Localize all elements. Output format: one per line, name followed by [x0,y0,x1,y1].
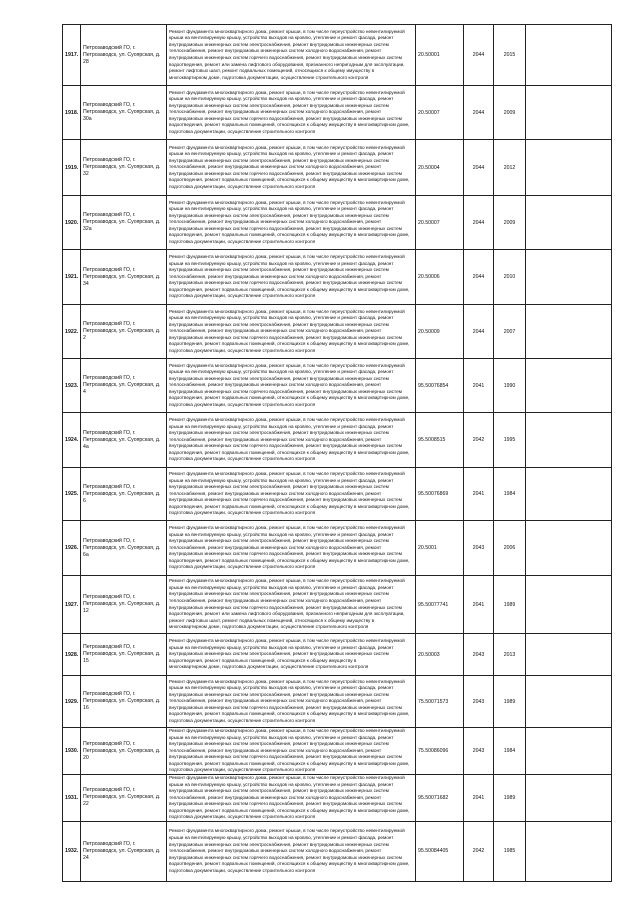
table-row [63,728,612,775]
repair-works-line: подготовка документации, осуществление строительного контроля [169,767,316,773]
row-number: 1930. [63,728,81,775]
build-year: 1995 [494,413,526,468]
repair-works-line: Ремонт фундамента многоквартирного дома, ремонт крыши, в том числе переустройство невентилируемой [169,28,405,34]
repair-works-line: Ремонт фундамента многоквартирного дома, ремонт крыши, в том числе переустройство невентилируемой [169,728,405,734]
repair-works-line: водоотведения, ремонт или замена лифтового оборудования, признанного непригодным для эксплуатации, [169,611,405,617]
repair-works-line: ремонт лифтовых шахт, ремонт подвальных помещений, относящихся к общему имуществу в [169,68,375,74]
repair-works-line: крыши на вентилируемую крышу, устройство выходов на кровлю, утепление и ремонт фасада, ремонт [169,369,394,375]
repair-works-line: внутридомовых инженерных систем горячего водоснабжения, ремонт внутридомовых инженерных систем [169,604,402,610]
repair-works-list [167,728,416,775]
house-id: 75.50086096 [416,728,464,775]
house-id: 95.50084405 [416,821,464,881]
planned-year: 2044 [464,196,494,250]
repair-works-line: многоквартирном доме, подготовка документации, осуществление строительного контроля [169,664,369,670]
repair-works-line: водоотведения, ремонт подвальных помещений, относящихся к общему имуществу в многоквартирном доме, [169,760,410,766]
repair-works-line: внутридомовых инженерных систем горячего водоснабжения, ремонт внутридомовых инженерных систем [169,801,402,807]
repair-works-line: внутридомовых инженерных систем горячего водоснабжения, ремонт внутридомовых инженерных систем [169,388,402,394]
repair-works-line: внутридомовых инженерных систем электроснабжения, ремонт внутридомовых инженерных систем [169,321,389,327]
repair-works-line: многоквартирном доме, подготовка документации, осуществление строительного контроля [169,624,369,630]
repair-works-line: внутридомовых инженерных систем горячего водоснабжения, ремонт внутридомовых инженерных систем [169,551,402,557]
house-id: 95.50071682 [416,775,464,822]
repair-works-line: крыши на вентилируемую крышу, устройство выходов на кровлю, утепление и ремонт фасада, ремонт [169,644,394,650]
repair-works-list [167,305,416,359]
repair-works-line: внутридомовых инженерных систем электроснабжения, ремонт внутридомовых инженерных систем [169,788,389,794]
empty-cell [526,305,612,359]
repair-works-line: Ремонт фундамента многоквартирного дома, ремонт крыши, в том числе переустройство невентилируемой [169,828,405,834]
repair-works-line: Ремонт фундамента многоквартирного дома, ремонт крыши, в том числе переустройство невентилируемой [169,638,405,644]
empty-cell [526,576,612,634]
table-row [63,140,612,196]
document-page [62,24,611,882]
repair-works-line: крыши на вентилируемую крышу, устройство выходов на кровлю, утепление и ремонт фасада, ремонт [169,734,394,740]
repair-works-line: крыши на вентилируемую крышу, устройство выходов на кровлю, утепление и ремонт фасада, ремонт [169,477,394,483]
planned-year: 2042 [464,821,494,881]
planned-year: 2044 [464,25,494,86]
repair-works-list [167,196,416,250]
repair-works-line: Ремонт фундамента многоквартирного дома, ремонт крыши, в том числе переустройство невентилируемой [169,254,405,260]
empty-cell [526,728,612,775]
repair-works-line: внутридомовых инженерных систем электроснабжения, ремонт внутридомовых инженерных систем [169,102,389,108]
repair-works-line: многоквартирном доме, подготовка документации, осуществление строительного контроля [169,74,369,80]
house-id: 20.50009 [416,305,464,359]
house-address: Петрозаводский ГО, г. Петрозаводск, ул. Суоярская, д. 2 [81,305,167,359]
repair-works-line: крыши на вентилируемую крышу, устройство выходов на кровлю, утепление и ремонт фасада, ремонт [169,423,394,429]
planned-year: 2043 [464,521,494,576]
repair-works-list [167,775,416,822]
repair-works-list [167,25,416,86]
row-number: 1919. [63,140,81,196]
repair-works-line: теплоснабжения, ремонт внутридомовых инженерных систем холодного водоснабжения, ремонт [169,490,382,496]
row-number: 1920. [63,196,81,250]
repair-works-line: внутридомовых инженерных систем электроснабжения, ремонт внутридомовых инженерных систем [169,267,389,273]
repair-works-line: крыши на вентилируемую крышу, устройство выходов на кровлю, утепление и ремонт фасада, ремонт [169,96,394,102]
house-id: 20.50004 [416,140,464,196]
table-row [63,359,612,413]
empty-cell [526,521,612,576]
repair-works-line: водоотведения, ремонт подвальных помещений, относящихся к общему имуществу в многоквартирном доме, [169,286,410,292]
build-year: 2009 [494,196,526,250]
repair-works-line: подготовка документации, осуществление строительного контроля [169,564,316,570]
table-body [63,25,612,882]
repair-works-line: внутридомовых инженерных систем горячего водоснабжения, ремонт внутридомовых инженерных систем [169,443,402,449]
table-row [63,468,612,521]
house-address: Петрозаводский ГО, г. Петрозаводск, ул. Суоярская, д. 6 [81,468,167,521]
empty-cell [526,676,612,728]
repair-works-line: внутридомовых инженерных систем электроснабжения, ремонт внутридомовых инженерных систем [169,538,389,544]
repair-works-line: Ремонт фундамента многоквартирного дома, ремонт крыши, в том числе переустройство невентилируемой [169,89,405,95]
empty-cell [526,413,612,468]
planned-year: 2043 [464,634,494,676]
repair-works-line: водоотведения, ремонт подвальных помещений, относящихся к общему имуществу в многоквартирном доме, [169,232,410,238]
repair-works-line: Ремонт фундамента многоквартирного дома, ремонт крыши, в том числе переустройство невентилируемой [169,308,405,314]
repair-works-line: крыши на вентилируемую крышу, устройство выходов на кровлю, утепление и ремонт фасада, ремонт [169,151,394,157]
house-address: Петрозаводский ГО, г. Петрозаводск, ул. Суоярская, д. 16 [81,676,167,728]
row-number: 1918. [63,86,81,140]
build-year: 2007 [494,305,526,359]
table-row [63,25,612,86]
repair-works-list [167,821,416,881]
repair-works-line: Ремонт фундамента многоквартирного дома, ремонт крыши, в том числе переустройство невентилируемой [169,578,405,584]
planned-year: 2043 [464,728,494,775]
repair-works-line: внутридомовых инженерных систем электроснабжения, ремонт внутридомовых инженерных систем [169,651,389,657]
repair-works-line: Ремонт фундамента многоквартирного дома, ремонт крыши, в том числе переустройство невентилируемой [169,471,405,477]
build-year: 1984 [494,468,526,521]
repair-works-line: водоотведения, ремонт подвальных помещений, относящихся к общему имуществу в [169,657,357,663]
repair-works-list [167,359,416,413]
repair-works-line: теплоснабжения, ремонт внутридомовых инженерных систем холодного водоснабжения, ремонт [169,436,382,442]
repair-works-line: внутридомовых инженерных систем электроснабжения, ремонт внутридомовых инженерных систем [169,591,389,597]
repair-works-line: теплоснабжения, ремонт внутридомовых инженерных систем холодного водоснабжения, ремонт [169,597,382,603]
house-address: Петрозаводский ГО, г. Петрозаводск, ул. Суоярская, д. 22 [81,775,167,822]
repair-works-line: теплоснабжения, ремонт внутридомовых инженерных систем холодного водоснабжения, ремонт [169,698,382,704]
repair-works-line: крыши на вентилируемую крышу, устройство выходов на кровлю, утепление и ремонт фасада, ремонт [169,685,394,691]
repair-works-line: внутридомовых инженерных систем горячего водоснабжения, ремонт внутридомовых инженерных систем [169,854,402,860]
repair-works-line: подготовка документации, осуществление строительного контроля [169,183,316,189]
row-number: 1932. [63,821,81,881]
repair-works-list [167,468,416,521]
house-address: Петрозаводский ГО, г. Петрозаводск, ул. Суоярская, д. 15 [81,634,167,676]
repair-works-line: водоотведения, ремонт подвальных помещений, относящихся к общему имуществу в многоквартирном доме, [169,177,410,183]
repair-works-list [167,676,416,728]
repair-works-line: внутридомовых инженерных систем электроснабжения, ремонт внутридомовых инженерных систем [169,841,389,847]
build-year: 2009 [494,86,526,140]
planned-year: 2041 [464,775,494,822]
row-number: 1926. [63,521,81,576]
repair-works-line: внутридомовых инженерных систем электроснабжения, ремонт внутридомовых инженерных систем [169,41,389,47]
empty-cell [526,196,612,250]
row-number: 1923. [63,359,81,413]
house-id: 95.50077741 [416,576,464,634]
repair-works-line: теплоснабжения, ремонт внутридомовых инженерных систем холодного водоснабжения, ремонт [169,848,382,854]
planned-year: 2044 [464,140,494,196]
repair-works-line: внутридомовых инженерных систем электроснабжения, ремонт внутридомовых инженерных систем [169,375,389,381]
build-year: 2010 [494,250,526,305]
repair-works-line: теплоснабжения, ремонт внутридомовых инженерных систем холодного водоснабжения, ремонт [169,273,382,279]
repair-works-line: Ремонт фундамента многоквартирного дома, ремонт крыши, в том числе переустройство невентилируемой [169,525,405,531]
repair-works-line: водоотведения, ремонт подвальных помещений, относящихся к общему имуществу в многоквартирном доме, [169,341,410,347]
planned-year: 2041 [464,468,494,521]
empty-cell [526,359,612,413]
repair-works-line: теплоснабжения, ремонт внутридомовых инженерных систем холодного водоснабжения, ремонт [169,328,382,334]
repair-works-list [167,576,416,634]
repair-works-line: теплоснабжения, ремонт внутридомовых инженерных систем холодного водоснабжения, ремонт [169,794,382,800]
repair-works-line: внутридомовых инженерных систем электроснабжения, ремонт внутридомовых инженерных систем [169,691,389,697]
build-year: 1989 [494,576,526,634]
empty-cell [526,775,612,822]
repair-works-line: Ремонт фундамента многоквартирного дома, ремонт крыши, в том числе переустройство невентилируемой [169,362,405,368]
repair-works-line: водоотведения, ремонт подвальных помещений, относящихся к общему имуществу в многоквартирном доме, [169,122,410,128]
repair-works-line: подготовка документации, осуществление строительного контроля [169,867,316,873]
repair-works-list [167,86,416,140]
empty-cell [526,86,612,140]
repair-works-line: подготовка документации, осуществление строительного контроля [169,238,316,244]
build-year: 1985 [494,821,526,881]
house-address: Петрозаводский ГО, г. Петрозаводск, ул. Суоярская, д. 28 [81,25,167,86]
repair-works-line: подготовка документации, осуществление строительного контроля [169,128,316,134]
house-id: 20.50007 [416,86,464,140]
house-id: 20.5001 [416,521,464,576]
house-address: Петрозаводский ГО, г. Петрозаводск, ул. Суоярская, д. 32а [81,196,167,250]
repair-works-line: водоотведения, ремонт подвальных помещений, относящихся к общему имуществу в многоквартирном доме, [169,557,410,563]
empty-cell [526,25,612,86]
empty-cell [526,250,612,305]
repair-works-line: крыши на вентилируемую крышу, устройство выходов на кровлю, утепление и ремонт фасада, ремонт [169,834,394,840]
repair-works-line: подготовка документации, осуществление строительного контроля [169,717,316,723]
repair-works-line: теплоснабжения, ремонт внутридомовых инженерных систем холодного водоснабжения, ремонт [169,219,382,225]
house-address: Петрозаводский ГО, г. Петрозаводск, ул. Суоярская, д. 4а [81,413,167,468]
repair-works-line: внутридомовых инженерных систем горячего водоснабжения, ремонт внутридомовых инженерных систем [169,55,402,60]
repair-works-line: теплоснабжения, ремонт внутридомовых инженерных систем холодного водоснабжения, ремонт [169,109,382,115]
repair-works-line: водоотведения, ремонт подвальных помещений, относящихся к общему имуществу в многоквартирном доме, [169,807,410,813]
build-year: 1989 [494,676,526,728]
repair-works-line: внутридомовых инженерных систем электроснабжения, ремонт внутридомовых инженерных систем [169,157,389,163]
repair-works-line: подготовка документации, осуществление строительного контроля [169,510,316,516]
table-row [63,521,612,576]
house-address: Петрозаводский ГО, г. Петрозаводск, ул. Суоярская, д. 32 [81,140,167,196]
build-year: 1989 [494,775,526,822]
repair-works-line: водоотведения, ремонт подвальных помещений, относящихся к общему имуществу в многоквартирном доме, [169,449,410,455]
table-row [63,86,612,140]
planned-year: 2044 [464,86,494,140]
table-row [63,196,612,250]
house-address: Петрозаводский ГО, г. Петрозаводск, ул. Суоярская, д. 24 [81,821,167,881]
table-row [63,775,612,822]
house-address: Петрозаводский ГО, г. Петрозаводск, ул. Суоярская, д. 6а [81,521,167,576]
repair-works-line: внутридомовых инженерных систем горячего водоснабжения, ремонт внутридомовых инженерных систем [169,334,402,340]
capital-repair-table [62,24,612,882]
planned-year: 2042 [464,413,494,468]
row-number: 1931. [63,775,81,822]
row-number: 1917. [63,25,81,86]
repair-works-line: внутридомовых инженерных систем электроснабжения, ремонт внутридомовых инженерных систем [169,484,389,490]
house-id: 20.50003 [416,634,464,676]
repair-works-line: внутридомовых инженерных систем горячего водоснабжения, ремонт внутридомовых инженерных систем [169,754,402,760]
repair-works-line: внутридомовых инженерных систем горячего водоснабжения, ремонт внутридомовых инженерных систем [169,225,402,231]
build-year: 2015 [494,25,526,86]
repair-works-line: крыши на вентилируемую крышу, устройство выходов на кровлю, утепление и ремонт фасада, ремонт [169,260,394,266]
repair-works-line: подготовка документации, осуществление строительного контроля [169,814,316,820]
planned-year: 2041 [464,576,494,634]
row-number: 1922. [63,305,81,359]
repair-works-line: подготовка документации, осуществление строительного контроля [169,456,316,462]
repair-works-line: крыши на вентилируемую крышу, устройство выходов на кровлю, утепление и ремонт фасада, ремонт [169,35,394,41]
row-number: 1924. [63,413,81,468]
empty-cell [526,140,612,196]
repair-works-line: теплоснабжения, ремонт внутридомовых инженерных систем холодного водоснабжения, ремонт [169,544,382,550]
repair-works-line: крыши на вентилируемую крышу, устройство выходов на кровлю, утепление и ремонт фасада, ремонт [169,531,394,537]
repair-works-line: Ремонт фундамента многоквартирного дома, ремонт крыши, в том числе переустройство невентилируемой [169,144,405,150]
planned-year: 2041 [464,359,494,413]
house-id: 20.50006 [416,250,464,305]
row-number: 1925. [63,468,81,521]
repair-works-line: теплоснабжения, ремонт внутридомовых инженерных систем холодного водоснабжения, ремонт [169,382,382,388]
empty-cell [526,634,612,676]
repair-works-line: водоотведения, ремонт подвальных помещений, относящихся к общему имуществу в многоквартирном доме, [169,711,410,717]
repair-works-line: Ремонт фундамента многоквартирного дома, ремонт крыши, в том числе переустройство невентилируемой [169,417,405,423]
house-id: 95.50076854 [416,359,464,413]
repair-works-line: водоотведения, ремонт подвальных помещений, относящихся к общему имуществу в многоквартирном доме, [169,861,410,867]
repair-works-line: внутридомовых инженерных систем электроснабжения, ремонт внутридомовых инженерных систем [169,212,389,218]
repair-works-line: внутридомовых инженерных систем горячего водоснабжения, ремонт внутридомовых инженерных систем [169,497,402,503]
house-address: Петрозаводский ГО, г. Петрозаводск, ул. Суоярская, д. 34 [81,250,167,305]
build-year: 2013 [494,634,526,676]
planned-year: 2043 [464,676,494,728]
repair-works-line: теплоснабжения, ремонт внутридомовых инженерных систем холодного водоснабжения, ремонт [169,164,382,170]
table-row [63,250,612,305]
build-year: 1990 [494,359,526,413]
row-number: 1929. [63,676,81,728]
planned-year: 2044 [464,250,494,305]
repair-works-list [167,413,416,468]
house-id: 95.5008515 [416,413,464,468]
house-address: Петрозаводский ГО, г. Петрозаводск, ул. Суоярская, д. 4 [81,359,167,413]
repair-works-line: подготовка документации, осуществление строительного контроля [169,401,316,407]
repair-works-line: крыши на вентилируемую крышу, устройство выходов на кровлю, утепление и ремонт фасада, ремонт [169,781,394,787]
repair-works-line: подготовка документации, осуществление строительного контроля [169,347,316,353]
house-id: 75.50071573 [416,676,464,728]
repair-works-line: внутридомовых инженерных систем электроснабжения, ремонт внутридомовых инженерных систем [169,741,389,747]
repair-works-line: Ремонт фундамента многоквартирного дома, ремонт крыши, в том числе переустройство невентилируемой [169,678,405,684]
repair-works-line: теплоснабжения, ремонт внутридомовых инженерных систем холодного водоснабжения, ремонт [169,747,382,753]
table-row [63,305,612,359]
empty-cell [526,468,612,521]
build-year: 2006 [494,521,526,576]
row-number: 1928. [63,634,81,676]
repair-works-line: Ремонт фундамента многоквартирного дома, ремонт крыши, в том числе переустройство невентилируемой [169,199,405,205]
row-number: 1921. [63,250,81,305]
repair-works-list [167,521,416,576]
repair-works-line: внутридомовых инженерных систем электроснабжения, ремонт внутридомовых инженерных систем [169,430,389,436]
house-id: 95.50076869 [416,468,464,521]
repair-works-line: Ремонт фундамента многоквартирного дома, ремонт крыши, в том числе переустройство невентилируемой [169,775,405,780]
repair-works-line: внутридомовых инженерных систем горячего водоснабжения, ремонт внутридомовых инженерных систем [169,115,402,121]
table-row [63,676,612,728]
house-id: 20.50007 [416,196,464,250]
table-row [63,821,612,881]
repair-works-line: внутридомовых инженерных систем горячего водоснабжения, ремонт внутридомовых инженерных систем [169,704,402,710]
build-year: 2012 [494,140,526,196]
house-address: Петрозаводский ГО, г. Петрозаводск, ул. Суоярская, д. 20 [81,728,167,775]
repair-works-line: водоотведения, ремонт подвальных помещений, относящихся к общему имуществу в многоквартирном доме, [169,503,410,509]
repair-works-line: крыши на вентилируемую крышу, устройство выходов на кровлю, утепление и ремонт фасада, ремонт [169,206,394,212]
row-number: 1927. [63,576,81,634]
planned-year: 2044 [464,305,494,359]
repair-works-line: водоотведения, ремонт или замена лифтового оборудования, признанного непригодным для эксплуатации, [169,61,405,67]
repair-works-line: подготовка документации, осуществление строительного контроля [169,293,316,299]
repair-works-line: крыши на вентилируемую крышу, устройство выходов на кровлю, утепление и ремонт фасада, ремонт [169,315,394,321]
repair-works-line: внутридомовых инженерных систем горячего водоснабжения, ремонт внутридомовых инженерных систем [169,280,402,286]
repair-works-line: внутридомовых инженерных систем горячего водоснабжения, ремонт внутридомовых инженерных систем [169,170,402,176]
table-row [63,634,612,676]
table-row [63,576,612,634]
house-address: Петрозаводский ГО, г. Петрозаводск, ул. Суоярская, д. 12 [81,576,167,634]
house-id: 20.50001 [416,25,464,86]
repair-works-line: крыши на вентилируемую крышу, устройство выходов на кровлю, утепление и ремонт фасада, ремонт [169,584,394,590]
house-address: Петрозаводский ГО, г. Петрозаводск, ул. Суоярская, д. 30а [81,86,167,140]
empty-cell [526,821,612,881]
repair-works-list [167,634,416,676]
repair-works-line: теплоснабжения, ремонт внутридомовых инженерных систем холодного водоснабжения, ремонт [169,48,382,54]
build-year: 1984 [494,728,526,775]
repair-works-list [167,250,416,305]
repair-works-list [167,140,416,196]
repair-works-line: водоотведения, ремонт подвальных помещений, относящихся к общему имуществу в многоквартирном доме, [169,395,410,401]
table-row [63,413,612,468]
repair-works-line: ремонт лифтовых шахт, ремонт подвальных помещений, относящихся к общему имуществу в [169,617,375,623]
